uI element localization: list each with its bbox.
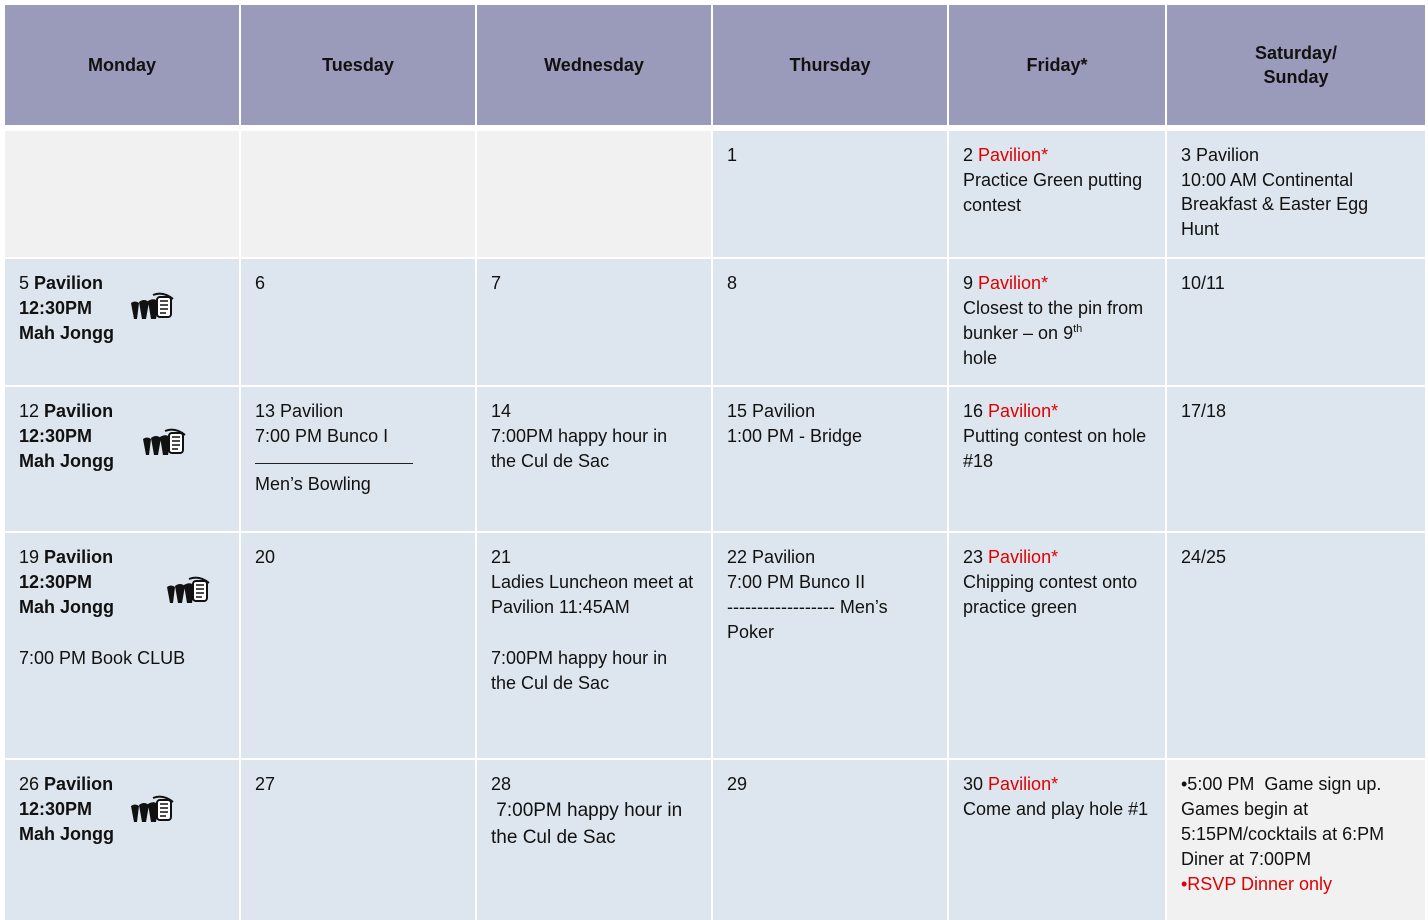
event-time: 12:30PM — [19, 572, 93, 592]
day-number: 14 — [491, 401, 512, 421]
day-cell-7 — [477, 259, 713, 385]
event-text: Mah Jongg — [19, 597, 114, 617]
pavilion-label: Pavilion* — [988, 401, 1059, 421]
day-cell-1 — [713, 131, 949, 257]
pavilion-label: Pavilion* — [988, 547, 1059, 567]
pavilion-label: Pavilion — [752, 401, 816, 421]
pavilion-label: Pavilion* — [978, 273, 1049, 293]
event-text: Mah Jongg — [19, 451, 114, 471]
event-text: •5:00 PM Game sign up. Games begin at 5:15PM/cocktails at 6:PM Diner at 7:00PM — [1181, 774, 1390, 869]
day-cell-5 — [5, 259, 241, 385]
event-time: 12:30PM — [19, 799, 93, 819]
day-cell-21 — [477, 533, 713, 758]
calendar — [5, 5, 1427, 920]
day-cell-2 — [949, 131, 1167, 257]
day-number: 2 — [963, 145, 974, 165]
pavilion-label: Pavilion* — [988, 774, 1059, 794]
day-cell-20 — [241, 533, 477, 758]
week-row-4 — [5, 533, 1427, 760]
day-cell-22 — [713, 533, 949, 758]
header-friday: Friday* — [949, 5, 1167, 125]
day-number: 28 — [491, 774, 512, 794]
day-number: 13 — [255, 401, 276, 421]
day-number: 10/11 — [1181, 273, 1225, 293]
day-cell-empty — [241, 131, 477, 257]
event-time: 12:30PM — [19, 426, 93, 446]
day-number: 5 — [19, 273, 30, 293]
week-row-2 — [5, 259, 1427, 387]
mahjongg-tiles-icon — [129, 794, 175, 826]
day-number: 24/25 — [1181, 547, 1227, 567]
event-text: Mah Jongg — [19, 323, 114, 343]
day-cell-27 — [241, 760, 477, 920]
day-cell-10-11 — [1167, 259, 1427, 385]
day-number: 22 — [727, 547, 748, 567]
header-tuesday: Tuesday — [241, 5, 477, 125]
day-number: 8 — [727, 273, 738, 293]
event-text: Mah Jongg — [19, 824, 114, 844]
day-cell-12 — [5, 387, 241, 531]
day-cell-15 — [713, 387, 949, 531]
day-cell-30 — [949, 760, 1167, 920]
ordinal-suffix: th — [1073, 323, 1083, 335]
event-text: 7:00 PM Bunco I — [255, 426, 389, 446]
pavilion-label: Pavilion — [44, 774, 114, 794]
day-number: 7 — [491, 273, 502, 293]
event-text: 7:00 PM Bunco II — [727, 572, 866, 592]
mahjongg-tiles-icon — [141, 427, 187, 459]
day-number: 6 — [255, 273, 266, 293]
day-number: 30 — [963, 774, 984, 794]
day-number: 16 — [963, 401, 984, 421]
day-cell-28 — [477, 760, 713, 920]
event-text: Practice Green putting contest — [963, 170, 1143, 215]
event-text-2: hole — [963, 348, 998, 368]
mahjongg-tiles-icon — [165, 575, 211, 607]
pavilion-label: Pavilion — [280, 401, 344, 421]
event-text-2: 7:00PM happy hour in the Cul de Sac — [491, 648, 668, 693]
week-row-5 — [5, 760, 1427, 920]
header-wednesday: Wednesday — [477, 5, 713, 125]
day-cell-8 — [713, 259, 949, 385]
day-cell-17-18 — [1167, 387, 1427, 531]
day-cell-24-25 — [1167, 533, 1427, 758]
event-text: 1:00 PM - Bridge — [727, 426, 863, 446]
pavilion-label: Pavilion — [752, 547, 816, 567]
day-cell-29 — [713, 760, 949, 920]
pavilion-label: Pavilion — [1196, 145, 1260, 165]
day-cell-empty — [477, 131, 713, 257]
day-number: 15 — [727, 401, 748, 421]
event-text: Closest to the pin from bunker – on 9 — [963, 298, 1144, 343]
event-text-2: Men’s Bowling — [255, 474, 371, 494]
day-cell-23 — [949, 533, 1167, 758]
week-row-1 — [5, 131, 1427, 259]
day-cell-weekend-note — [1167, 760, 1427, 920]
day-number: 17/18 — [1181, 401, 1227, 421]
event-text-2: ------------------ Men’s Poker — [727, 597, 888, 642]
day-number: 27 — [255, 774, 276, 794]
event-text: Ladies Luncheon meet at Pavilion 11:45AM — [491, 572, 694, 617]
day-number: 23 — [963, 547, 984, 567]
pavilion-label: Pavilion* — [978, 145, 1049, 165]
day-cell-26 — [5, 760, 241, 920]
day-cell-empty — [5, 131, 241, 257]
calendar-header — [5, 5, 1427, 131]
day-cell-6 — [241, 259, 477, 385]
pavilion-label: Pavilion — [44, 547, 114, 567]
header-thursday: Thursday — [713, 5, 949, 125]
day-number: 9 — [963, 273, 974, 293]
event-text: 7:00PM happy hour in the Cul de Sac — [491, 800, 688, 848]
day-number: 1 — [727, 145, 738, 165]
header-monday: Monday — [5, 5, 241, 125]
day-number: 26 — [19, 774, 40, 794]
rsvp-note: •RSVP Dinner only — [1181, 874, 1333, 894]
pavilion-label: Pavilion — [44, 401, 114, 421]
day-cell-9 — [949, 259, 1167, 385]
day-number: 3 — [1181, 145, 1192, 165]
mahjongg-tiles-icon — [129, 291, 175, 323]
week-row-3 — [5, 387, 1427, 533]
day-cell-14 — [477, 387, 713, 531]
day-number: 21 — [491, 547, 512, 567]
pavilion-label: Pavilion — [34, 273, 104, 293]
day-cell-19 — [5, 533, 241, 758]
divider-line — [255, 449, 413, 464]
header-saturday-sunday: Saturday/ Sunday — [1167, 5, 1427, 125]
day-cell-16 — [949, 387, 1167, 531]
event-text: Chipping contest onto practice green — [963, 572, 1138, 617]
event-text-2: 7:00 PM Book CLUB — [19, 648, 186, 668]
event-text: Putting contest on hole #18 — [963, 426, 1147, 471]
event-text: 7:00PM happy hour in the Cul de Sac — [491, 426, 668, 471]
event-time: 12:30PM — [19, 298, 93, 318]
day-number: 12 — [19, 401, 40, 421]
day-number: 29 — [727, 774, 748, 794]
day-cell-13 — [241, 387, 477, 531]
event-text: 10:00 AM Continental Breakfast & Easter Egg Hunt — [1181, 169, 1369, 239]
day-number: 19 — [19, 547, 40, 567]
day-number: 20 — [255, 547, 276, 567]
event-text: Come and play hole #1 — [963, 799, 1149, 819]
day-cell-3 — [1167, 131, 1427, 257]
